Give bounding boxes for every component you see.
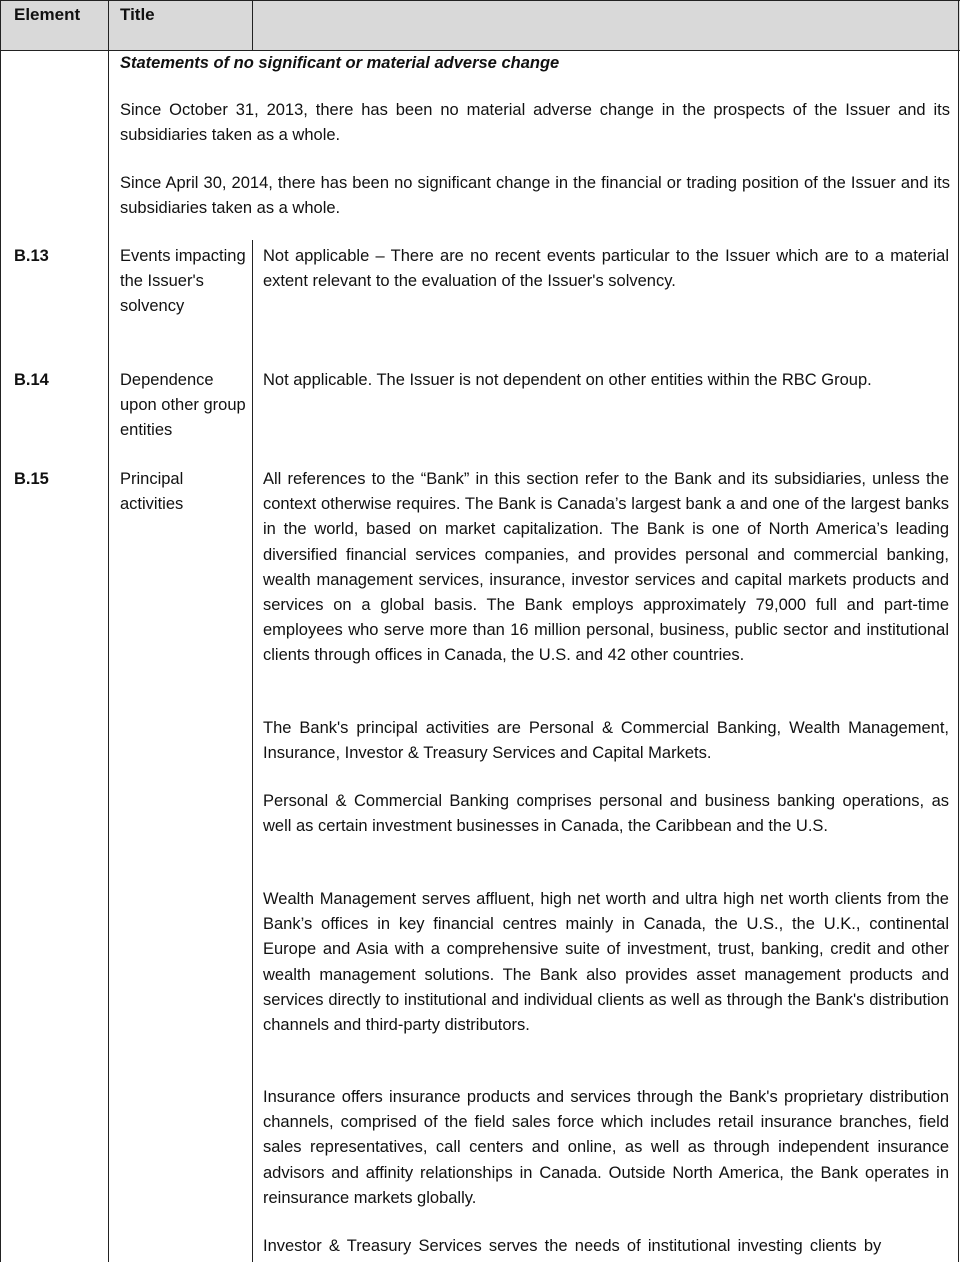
statements-paragraph-2: Since April 30, 2014, there has been no significant change in the financial or trading position of the Issuer and its subsidiaries taken as a whole. — [120, 174, 950, 218]
content-b15-paragraph: Personal & Commercial Banking comprises personal and business banking operations, as well as certain investment businesses in Canada, the Caribbean and the U.S. — [263, 792, 949, 836]
content-b14: Not applicable. The Issuer is not dependent on other entities within the RBC Group. — [263, 371, 872, 389]
content-b15-paragraph: All references to the “Bank” in this section refer to the Bank and its subsidiaries, unless the context otherwise requires. The Bank is Canada’s largest bank a and one of the largest banks in the world, based on market capitalization. The Bank is one of North America’s leading diversified financial services companies, and provides personal and commercial banking, wealth management services, insurance, investor services and capital markets products and services on a global basis. The Bank employs approximately 79,000 full and part-time employees who serve more than 16 million personal, business, public sector and institutional clients through offices in Canada, the U.S. and 42 other countries. — [263, 470, 949, 665]
title-column-divider — [252, 240, 253, 1262]
header-title-label: Title — [120, 5, 155, 24]
title-b14: Dependence upon other group entities — [120, 371, 246, 440]
title-b15: Principal activities — [120, 470, 184, 514]
element-b13: B.13 — [14, 247, 49, 265]
content-b15-paragraph: Insurance offers insurance products and services through the Bank's proprietary distribution channels, comprised of the field sales force which includes retail insurance branches, field sales representatives, call centers and online, as well as through independent insurance advisors and affinity relationships in Canada. Outside North America, the Bank operates in reinsurance markets globally. — [263, 1088, 949, 1207]
header-element-label: Element — [14, 5, 81, 24]
table-top-border — [0, 0, 960, 1]
statements-paragraph-1: Since October 31, 2013, there has been no material adverse change in the prospects of the Issuer and its subsidiaries taken as a whole. — [120, 101, 950, 145]
header-title-divider — [252, 0, 253, 50]
content-b13: Not applicable – There are no recent events particular to the Issuer which are to a material extent relevant to the evaluation of the Issuer's solvency. — [263, 247, 949, 291]
element-b15: B.15 — [14, 470, 49, 488]
table-right-border — [958, 0, 959, 1262]
statements-heading: Statements of no significant or material adverse change — [120, 54, 560, 72]
table-left-border — [0, 0, 1, 1262]
element-column-divider — [108, 0, 109, 1262]
content-b15-paragraph: Wealth Management serves affluent, high net worth and ultra high net worth clients from the Bank’s offices in key financial centres mainly in Canada, the U.S., the U.K., continental Europe and Asia with a comprehensive suite of investment, trust, banking, credit and other wealth management solutions. The Bank also provides asset management products and services directly to institutional and individual clients as well as through the Bank's distribution channels and third-party distributors. — [263, 890, 949, 1035]
element-b14: B.14 — [14, 371, 49, 389]
content-b15-paragraph: The Bank's principal activities are Personal & Commercial Banking, Wealth Management, Insurance, Investor & Treasury Services and Capital Markets. — [263, 719, 949, 763]
title-b13: Events impacting the Issuer's solvency — [120, 247, 246, 316]
content-b15-paragraph: Investor & Treasury Services serves the needs of institutional investing clients by — [263, 1237, 882, 1255]
